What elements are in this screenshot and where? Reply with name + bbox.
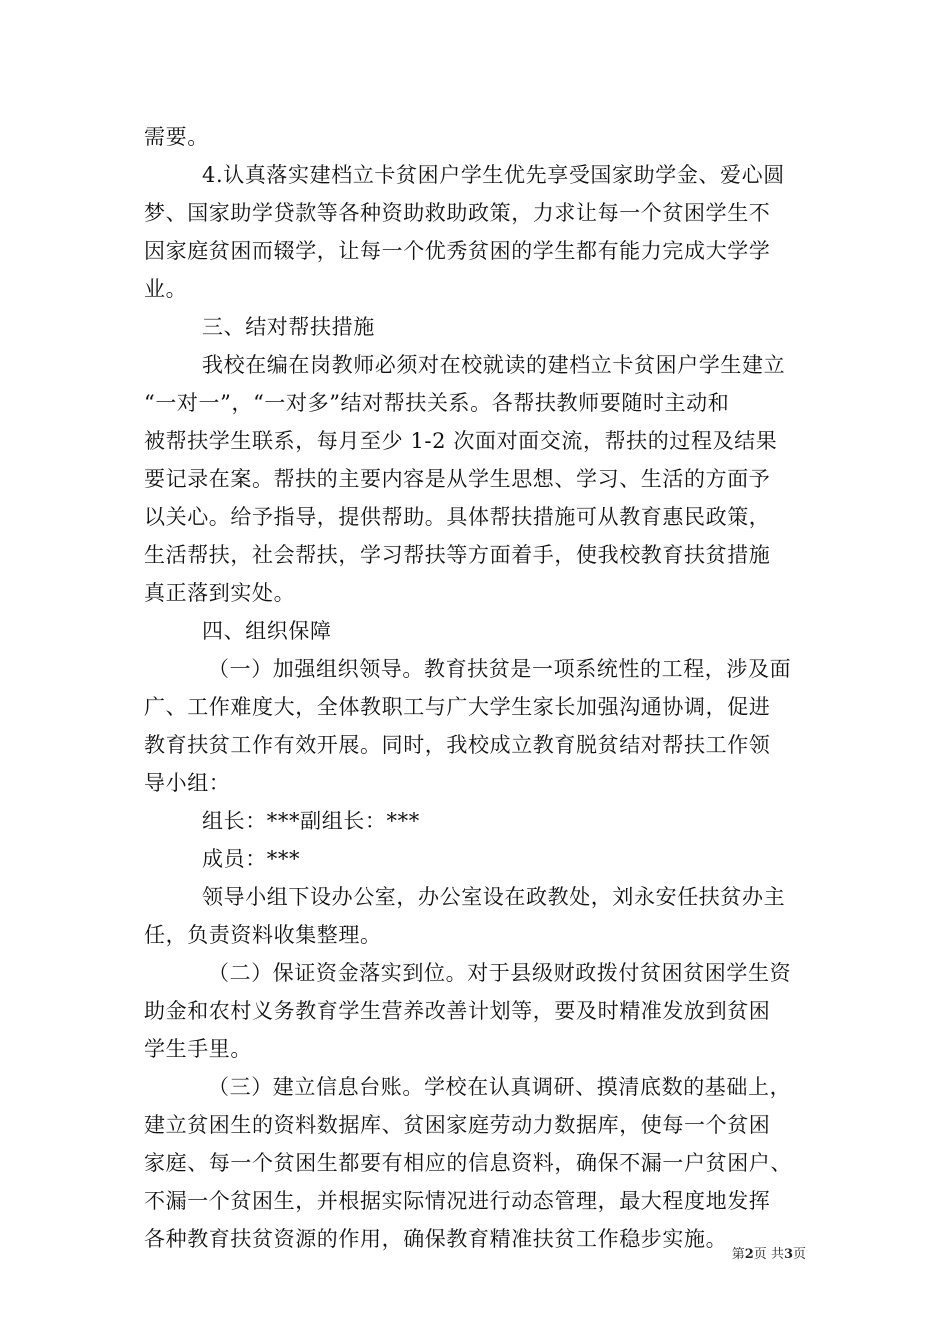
text-line: 导小组： <box>144 771 231 795</box>
total-page-number: 3 <box>783 1247 793 1262</box>
text-line: 家庭、每一个贫困生都要有相应的信息资料，确保不漏一户贫困户、 <box>144 1151 792 1175</box>
footer-prefix: 第 <box>731 1247 745 1262</box>
text-line: 真正落到实处。 <box>144 581 296 605</box>
text-line: 建立贫困生的资料数据库、贫困家庭劳动力数据库，使每一个贫困 <box>144 1113 771 1137</box>
section-heading: 四、组织保障 <box>202 619 332 643</box>
text-line: “一对一”，“一对多”结对帮扶关系。各帮扶教师要随时主动和 <box>144 391 730 415</box>
text-line: 4.认真落实建档立卡贫困户学生优先享受国家助学金、爱心圆 <box>202 163 785 187</box>
footer-middle: 页 共 <box>753 1247 784 1262</box>
text-line: 不漏一个贫困生，并根据实际情况进行动态管理，最大程度地发挥 <box>144 1189 771 1213</box>
text-line: 业。 <box>144 277 188 301</box>
text-line: 学生手里。 <box>144 1037 252 1061</box>
text-line: 组长：***副组长：*** <box>202 809 420 833</box>
text-line: 各种教育扶贫资源的作用，确保教育精准扶贫工作稳步实施。 <box>144 1227 728 1251</box>
text-line: 因家庭贫困而辍学，让每一个优秀贫困的学生都有能力完成大学学 <box>144 239 771 263</box>
text-line: 成员：*** <box>202 847 301 871</box>
text-line: （三）建立信息台账。学校在认真调研、摸清底数的基础上， <box>208 1075 792 1099</box>
section-heading: 三、结对帮扶措施 <box>202 315 375 339</box>
text-line: 要记录在案。帮扶的主要内容是从学生思想、学习、生活的方面予 <box>144 467 771 491</box>
text-line: 需要。 <box>144 125 209 149</box>
document-body <box>144 118 814 1258</box>
text-line: 梦、国家助学贷款等各种资助救助政策，力求让每一个贫困学生不 <box>144 201 771 225</box>
text-line: 助金和农村义务教育学生营养改善计划等，要及时精准发放到贫困 <box>144 999 771 1023</box>
footer-suffix: 页 <box>792 1247 806 1262</box>
text-line: 生活帮扶，社会帮扶，学习帮扶等方面着手，使我校教育扶贫措施 <box>144 543 771 567</box>
text-line: 任，负责资料收集整理。 <box>144 923 382 947</box>
text-line: 以关心。给予指导，提供帮助。具体帮扶措施可从教育惠民政策， <box>144 505 771 529</box>
page-footer <box>0 1246 806 1264</box>
text-line: 广、工作难度大，全体教职工与广大学生家长加强沟通协调，促进 <box>144 695 771 719</box>
text-line: 被帮扶学生联系，每月至少 1-2 次面对面交流，帮扶的过程及结果 <box>144 429 778 453</box>
text-line: 教育扶贫工作有效开展。同时，我校成立教育脱贫结对帮扶工作领 <box>144 733 771 757</box>
text-line: （一）加强组织领导。教育扶贫是一项系统性的工程，涉及面 <box>208 657 792 681</box>
text-line: 我校在编在岗教师必须对在校就读的建档立卡贫困户学生建立 <box>202 353 786 377</box>
current-page-number: 2 <box>744 1247 754 1262</box>
text-line: 领导小组下设办公室，办公室设在政教处，刘永安任扶贫办主 <box>202 885 786 909</box>
text-line: （二）保证资金落实到位。对于县级财政拨付贫困贫困学生资 <box>208 961 792 985</box>
